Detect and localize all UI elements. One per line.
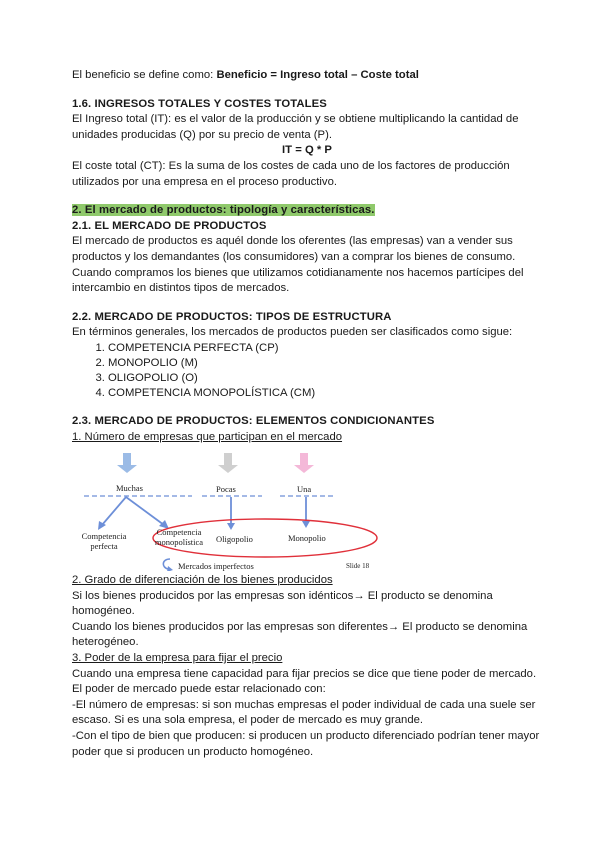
- benefit-prefix: El beneficio se define como:: [72, 69, 217, 81]
- section-2-title: 2. El mercado de productos: tipología y características.: [72, 204, 375, 217]
- factor-2-heading: 2. Grado de diferenciación de los bienes producidos: [72, 574, 333, 587]
- section-1-6-title: 1.6. INGRESOS TOTALES Y COSTES TOTALES: [72, 97, 327, 110]
- diagram-graphics: [72, 451, 392, 571]
- factor-3-heading: 3. Poder de la empresa para fijar el precio: [72, 652, 283, 665]
- product-market-paragraph: El mercado de productos es aquél donde los oferentes (las empresas) van a vender sus productos y los demandantes (los consumidores) van a comprar los bienes de consumo. Cuando compramos los bienes que utilizamos cotidianamente nos hacemos partícipes del intercambio en distintos tipos de mercados.: [72, 235, 524, 295]
- factor-1-heading: 1. Número de empresas que participan en el mercado: [72, 430, 343, 443]
- label-muchas: Muchas: [116, 483, 143, 494]
- cost-definition: El coste total (CT): Es la suma de los costes de cada uno de los factores de producción utilizados por una empresa en el proceso productivo.: [72, 159, 510, 188]
- type-of-good-paragraph: -Con el tipo de bien que producen: si producen un producto diferenciado podrían tener mayor poder que si producen un producto homogéneo.: [72, 730, 540, 758]
- list-item: 1. COMPETENCIA PERFECTA (CP): [108, 341, 542, 356]
- income-formula: IT = Q * P: [282, 144, 332, 157]
- structure-intro: En términos generales, los mercados de productos pueden ser clasificados como sigue:: [72, 326, 513, 339]
- heterogeneous-paragraph: Cuando los bienes producidos por las empresas son diferentes→ El producto se denomina heterogéneo.: [72, 620, 528, 649]
- label-competencia-perfecta: Competencia perfecta: [81, 531, 127, 552]
- arrow-down-icon-una: [294, 453, 314, 473]
- slide-number: Slide 18: [346, 562, 370, 571]
- arrow-down-icon-pocas: [218, 453, 238, 473]
- list-item: 3. OLIGOPOLIO (O): [108, 371, 542, 386]
- income-definition: El Ingreso total (IT): es el valor de la producción y se obtiene multiplicando la cantidad de unidades producidas (Q) por su precio de venta (P).: [72, 113, 519, 141]
- benefit-definition: [72, 68, 542, 84]
- branch-line-monopolistica: [126, 497, 164, 525]
- section-2-3-title: 2.3. MERCADO DE PRODUCTOS: ELEMENTOS CONDICIONANTES: [72, 414, 435, 427]
- benefit-formula: Beneficio = Ingreso total – Coste total: [216, 69, 419, 81]
- list-item: 2. MONOPOLIO (M): [108, 356, 542, 371]
- label-mercados-imperfectos: Mercados imperfectos: [178, 561, 254, 572]
- homogeneous-paragraph: Si los bienes producidos por las empresas son idénticos→ El producto se denomina homogéneo.: [72, 589, 493, 618]
- document-page: [72, 68, 542, 760]
- label-oligopolio: Oligopolio: [216, 534, 253, 545]
- label-una: Una: [297, 484, 312, 495]
- market-types-list: [72, 341, 542, 401]
- list-item: 4. COMPETENCIA MONOPOLÍSTICA (CM): [108, 386, 542, 401]
- label-competencia-monopolistica: Competencia monopolística: [154, 527, 204, 548]
- branch-line-perfecta: [102, 497, 126, 525]
- number-of-firms-paragraph: -El número de empresas: si son muchas empresas el poder individual de cada una suele ser escaso. Si es una sola empresa, el poder de mercado es muy grande.: [72, 698, 536, 727]
- market-power-paragraph: Cuando una empresa tiene capacidad para fijar precios se dice que tiene poder de mercado. El poder de mercado puede estar relacionado con:: [72, 667, 537, 696]
- section-2-1-title: 2.1. EL MERCADO DE PRODUCTOS: [72, 219, 267, 232]
- arrow-down-icon-muchas: [117, 453, 137, 473]
- market-structure-diagram: [72, 451, 392, 571]
- label-monopolio: Monopolio: [288, 533, 326, 544]
- label-pocas: Pocas: [216, 484, 236, 495]
- section-2-2-title: 2.2. MERCADO DE PRODUCTOS: TIPOS DE ESTRUCTURA: [72, 310, 392, 323]
